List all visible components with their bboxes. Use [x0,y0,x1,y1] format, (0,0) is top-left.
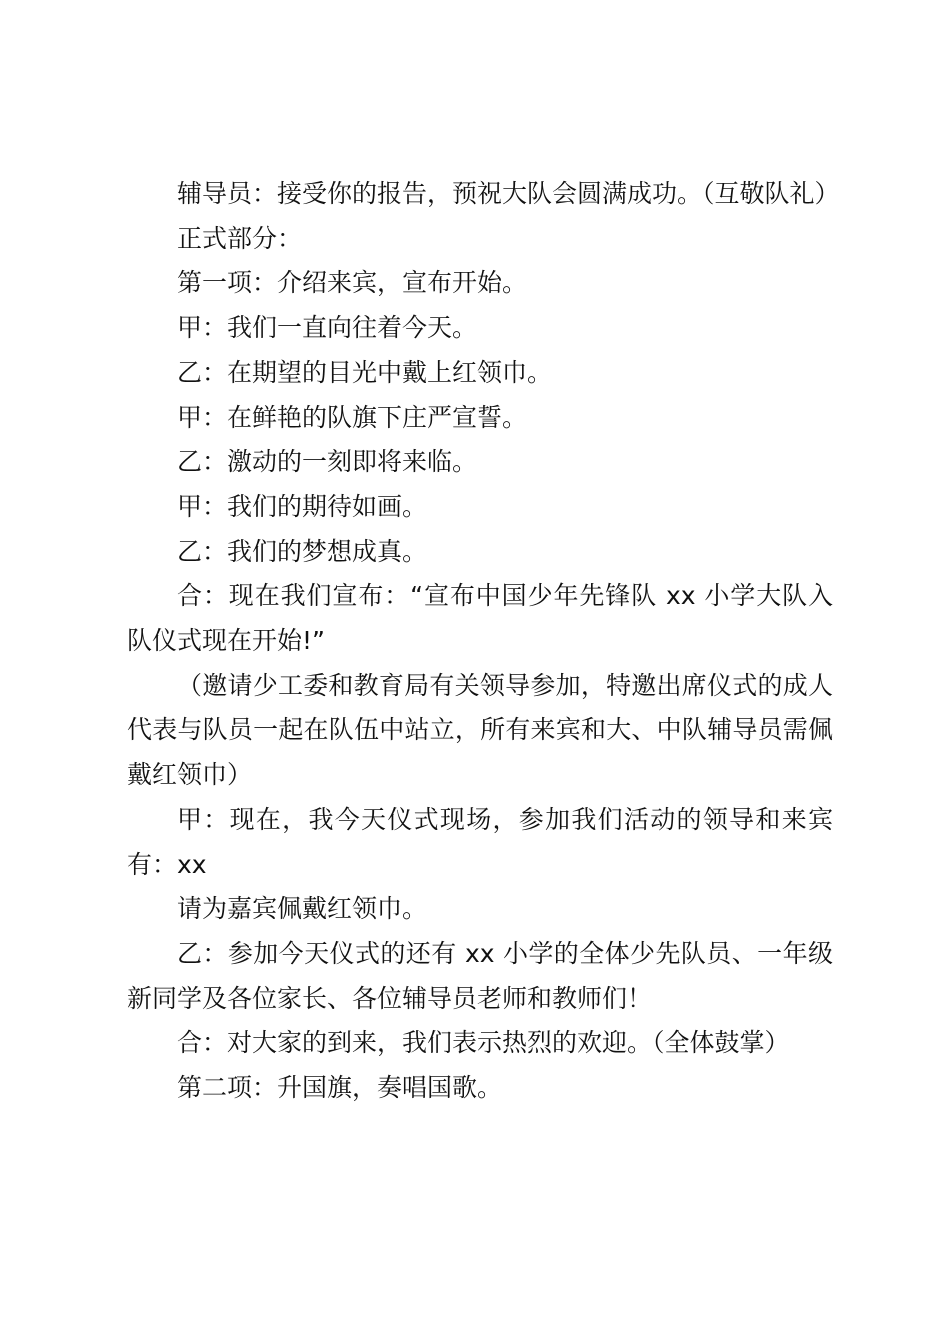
paragraph-formal-section-heading: 正式部分： [177,223,303,253]
paragraph-invitation-note: （邀请少工委和教育局有关领导参加，特邀出席仪式的成人代表与队员一起在队伍中站立，所有来宾和大、中队辅导员需佩戴红领巾） [127,670,833,790]
paragraph-line-b-3: 乙：我们的梦想成真。 [177,536,428,566]
paragraph-line-b-1: 乙：在期望的目光中戴上红领巾。 [177,357,553,387]
paragraph-counselor-reply: 辅导员：接受你的报告，预祝大队会圆满成功。（互敬队礼） [177,179,840,208]
paragraph-line-a-2: 甲：在鲜艳的队旗下庄严宣誓。 [177,402,528,432]
paragraph-welcome: 合：对大家的到来，我们表示热烈的欢迎。（全体鼓掌） [177,1028,790,1058]
paragraph-item-one: 第一项：介绍来宾，宣布开始。 [177,268,528,298]
document-body [127,172,840,1111]
paragraph-item-two: 第二项：升国旗，奏唱国歌。 [177,1073,503,1103]
paragraph-joint-announcement: 合：现在我们宣布：“宣布中国少年先锋队 xx 小学大队入队仪式现在开始!” [127,581,833,656]
paragraph-line-a-1: 甲：我们一直向往着今天。 [177,313,478,343]
paragraph-scarf-request: 请为嘉宾佩戴红领巾。 [177,894,428,924]
paragraph-guest-introduction: 甲：现在，我今天仪式现场，参加我们活动的领导和来宾有：xx [127,804,833,879]
paragraph-attendees: 乙：参加今天仪式的还有 xx 小学的全体少先队员、一年级新同学及各位家长、各位辅导员老师和教师们！ [127,938,833,1013]
paragraph-line-b-2: 乙：激动的一刻即将来临。 [177,447,478,477]
paragraph-line-a-3: 甲：我们的期待如画。 [177,491,428,521]
